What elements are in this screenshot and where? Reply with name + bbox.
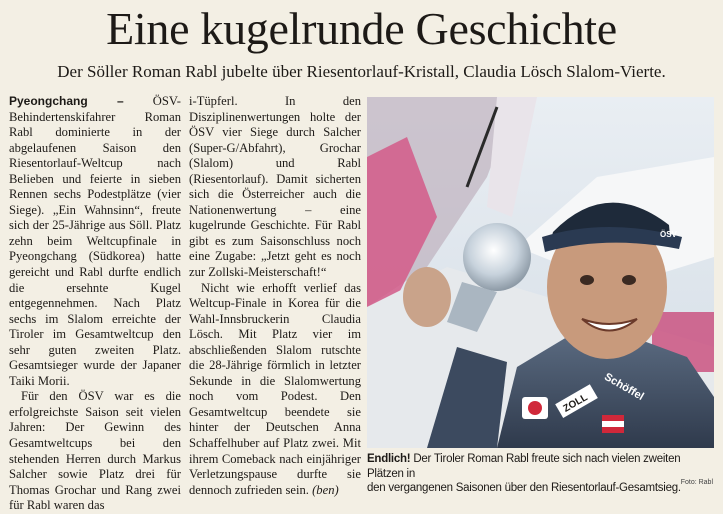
paragraph-text: ÖSV-Behindertenskifahrer Roman Rabl dominierte in der abgelaufenen Saison den Riesentorlauf-Weltcup nach Belieben und feierte in sieben Rennen sechs Podestplätze (vier Siege). „Ein Wahnsinn“, freute sich der 25-Jährige aus Söll. Platz zehn beim Weltcupfinale in Pyeongchang (Südkorea) hatte gereicht und Rabl durfte endlich die ersehnte Kugel entgegennehmen. Nach Platz sechs im Slalom erreichte der Tiroler im Gesamtweltcup den sehr guten zweiten Platz. Gesamtsieger wurde der Japaner Taiki Morii.: [9, 94, 181, 388]
photo-credit: Foto: Rabl: [680, 479, 713, 486]
paragraph-4: [189, 281, 361, 499]
caption-line-1: [367, 452, 717, 481]
zoll-patch-text: ZOLL: [561, 392, 590, 415]
caption-bold: Endlich!: [367, 453, 411, 465]
jersey-brand: Schöffel: [602, 370, 646, 404]
photo-caption: [367, 452, 717, 496]
crystal-globe-icon: [463, 223, 531, 291]
sponsor-logo-icon: [528, 401, 542, 415]
caption-line-1-rest: Der Tiroler Roman Rabl freute sich nach vielen zweiten Plätzen in: [367, 453, 681, 480]
article-column-1: [9, 94, 181, 514]
article-headline: Eine kugelrunde Geschichte: [106, 3, 617, 54]
article-photo: [367, 97, 714, 448]
right-eye: [622, 275, 636, 285]
paragraph-1: [9, 94, 181, 389]
article-subheadline: Der Söller Roman Rabl jubelte über Riesentorlauf-Kristall, Claudia Lösch Slalom-Vierte.: [57, 62, 666, 81]
paragraph-2: [9, 389, 181, 513]
dateline: Pyeongchang –: [9, 94, 124, 108]
paragraph-text: Nicht wie erhofft verlief das Weltcup-Finale in Korea für die Wahl-Innsbruckerin Claudia Lösch. Mit Platz vier im abschließenden Slalom rutschte die 28-Jährige förmlich in letzter Sekunde in die Slalomwertung noch vom Podest. Den Gesamtweltcup beendete sie hinter der Deutschen Anna Schaffelhuber auf Platz zwei. Mit ihrem Comeback nach einjähriger Verletzungspause durfte sie dennoch zufrieden sein.: [189, 280, 361, 497]
cap-logo: ÖSV: [660, 230, 677, 239]
selfie-illustration: [367, 97, 714, 448]
author-signature: (ben): [312, 482, 339, 497]
paragraph-3: [189, 94, 361, 281]
paragraph-text: Für den ÖSV war es die erfolgreichste Saison seit vielen Jahren: Der Gewinn des Gesamtweltcups bei den stehenden Herren durch Markus Salcher sowie Platz drei für Thomas Grochar und Rang zwei für Rabl waren das: [9, 389, 181, 513]
hand: [403, 267, 451, 327]
paragraph-text: i-Tüpferl. In den Disziplinenwertungen holte der ÖSV vier Siege durch Salcher (Super-G/Abfahrt), Grochar (Slalom) und Rabl (Riesentorlauf). Damit sicherten sich die Österreicher auch die Nationenwertung – eine kugelrunde Geschichte. Für Rabl gibt es zum Saisonschluss noch eine Zugabe: „Jetzt geht es noch zur Zollski-Meisterschaft!“: [189, 94, 361, 280]
left-eye: [580, 275, 594, 285]
caption-line-2: den vergangenen Saisonen über den Riesentorlauf-Gesamtsieg.: [367, 482, 681, 494]
flag-stripe: [602, 421, 624, 427]
article-column-2: [189, 94, 361, 498]
